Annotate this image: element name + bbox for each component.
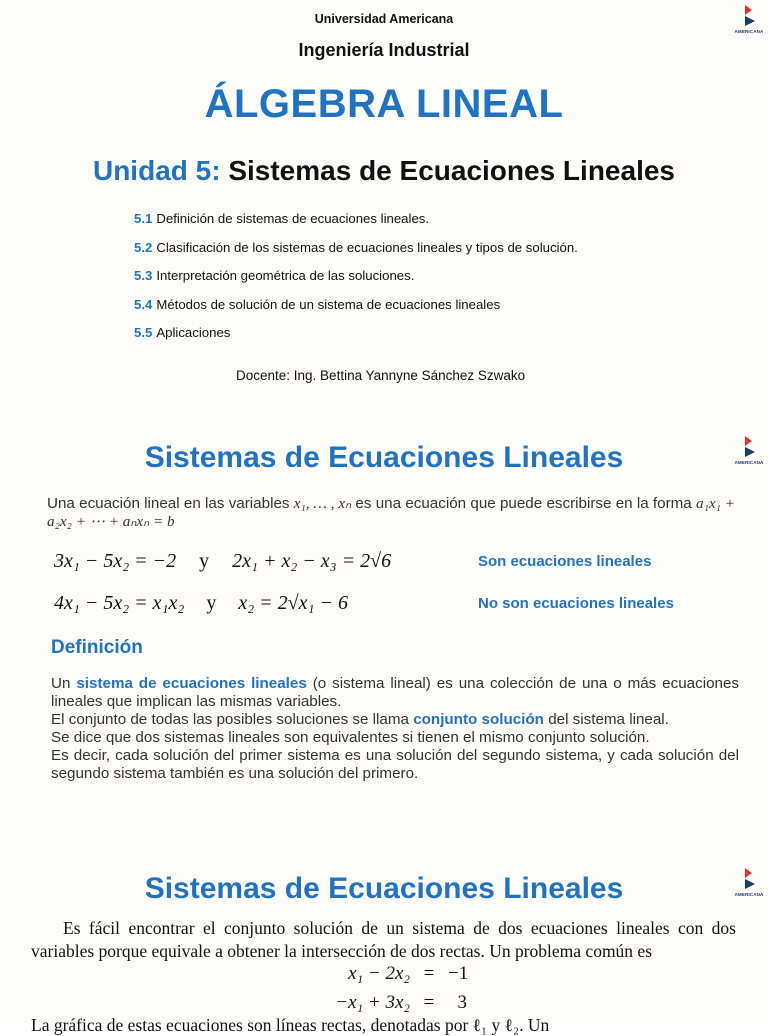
definition-paragraph-1	[51, 675, 739, 711]
intersection-slide	[0, 845, 768, 1035]
equation-lhs: x₁ − 2x₂	[348, 963, 410, 984]
logo-text: AMERICANA	[734, 29, 764, 34]
nonlinear-equation-1: 4x₁ − 5x₂ = x₁x₂	[54, 592, 185, 614]
linear-label: Son ecuaciones lineales	[478, 553, 652, 570]
nonlinear-label: No son ecuaciones lineales	[478, 595, 674, 612]
definition-slide	[0, 425, 768, 825]
toc-number: 5.2	[134, 239, 153, 255]
definition-paragraph-3: Se dice que dos sistemas lineales son equivalentes si tienen el mismo conjunto solución.	[51, 729, 650, 746]
truncated-text: La gráfica de estas ecuaciones son líneas rectas, denotadas por ℓ₁ y ℓ₂. Un	[31, 1015, 550, 1035]
system-equation-2	[312, 992, 467, 1014]
course-title: ÁLGEBRA LINEAL	[204, 82, 564, 126]
equation-rhs: −1	[448, 963, 469, 984]
intro-text: es una ecuación que puede escribirse en la forma	[351, 495, 697, 512]
toc-number: 5.5	[134, 325, 153, 341]
toc-text: Interpretación geométrica de las soluciones.	[156, 268, 415, 284]
unit-heading	[0, 155, 768, 187]
toc-number: 5.4	[134, 296, 153, 312]
definition-paragraph-4: Es decir, cada solución del primer sistema es una solución del segundo sistema, y cada solución del segundo sistema también es una solución del primero.	[51, 747, 739, 782]
toc-item	[134, 268, 578, 297]
linear-equation-intro	[47, 495, 735, 531]
variables: x₁, … , xₙ	[293, 495, 352, 512]
university-name: Universidad Americana	[314, 12, 454, 26]
toc-item	[134, 211, 578, 240]
toc-item	[134, 297, 578, 326]
linear-equation-1: 3x₁ − 5x₂ = −2	[54, 550, 177, 572]
toc-item	[134, 240, 578, 269]
connector: y	[206, 592, 217, 614]
teacher-name: Docente: Ing. Bettina Yannyne Sánchez Szwako	[236, 368, 526, 383]
unit-title: Sistemas de Ecuaciones Lineales	[220, 155, 675, 186]
slide-title: Sistemas de Ecuaciones Lineales	[144, 872, 624, 905]
term-solution-set: conjunto solución	[413, 711, 544, 728]
toc-item	[134, 325, 578, 354]
general-form: a₁x₁ + a₂x₂ + ⋯ + aₙxₙ = b	[47, 495, 735, 530]
definition-heading: Definición	[51, 637, 143, 658]
slide-title: Sistemas de Ecuaciones Lineales	[144, 441, 624, 474]
equation-relation: =	[423, 963, 435, 984]
definition-paragraph-2	[51, 711, 739, 729]
nonlinear-equation-2: x₂ = 2√x₁ − 6	[238, 592, 348, 614]
logo-text: AMERICANA	[734, 892, 764, 897]
toc-text: Clasificación de los sistemas de ecuaciones lineales y tipos de solución.	[156, 239, 578, 255]
toc-number: 5.3	[134, 268, 153, 284]
linear-equation-2: 2x₁ + x₂ − x₃ = 2√6	[232, 550, 392, 572]
unit-label: Unidad 5:	[92, 155, 221, 186]
term-linear-system: sistema de ecuaciones lineales	[76, 675, 307, 692]
equation-rhs: 3	[448, 992, 467, 1013]
table-of-contents	[134, 211, 578, 354]
definition-body	[51, 675, 739, 783]
intro-text: Una ecuación lineal en las variables	[47, 495, 294, 512]
connector: y	[199, 550, 210, 572]
toc-number: 5.1	[134, 211, 153, 226]
definition-text: Un	[51, 675, 77, 692]
nonlinear-examples	[54, 592, 348, 615]
toc-text: Métodos de solución de un sistema de ecuaciones lineales	[156, 296, 501, 312]
intersection-paragraph: Es fácil encontrar el conjunto solución de un sistema de dos ecuaciones lineales con dos variables porque equivale a obtener la intersección de dos rectas. Un problema común es	[31, 918, 736, 961]
toc-text: Aplicaciones	[156, 325, 231, 341]
cover-slide	[0, 0, 768, 410]
definition-text: (o sistema lineal) es una colección de una o más ecuaciones lineales que implican las mismas variables.	[51, 675, 740, 710]
linear-examples	[54, 550, 391, 573]
definition-text: El conjunto de todas las posibles soluciones se llama	[51, 711, 414, 728]
equation-lhs: −x₁ + 3x₂	[335, 992, 410, 1013]
program-name: Ingeniería Industrial	[298, 40, 470, 60]
equation-relation: =	[423, 992, 435, 1013]
logo-text: AMERICANA	[734, 460, 764, 465]
system-equation-1	[312, 963, 468, 985]
toc-text: Definición de sistemas de ecuaciones lineales.	[156, 211, 430, 226]
definition-text: del sistema lineal.	[543, 711, 669, 728]
